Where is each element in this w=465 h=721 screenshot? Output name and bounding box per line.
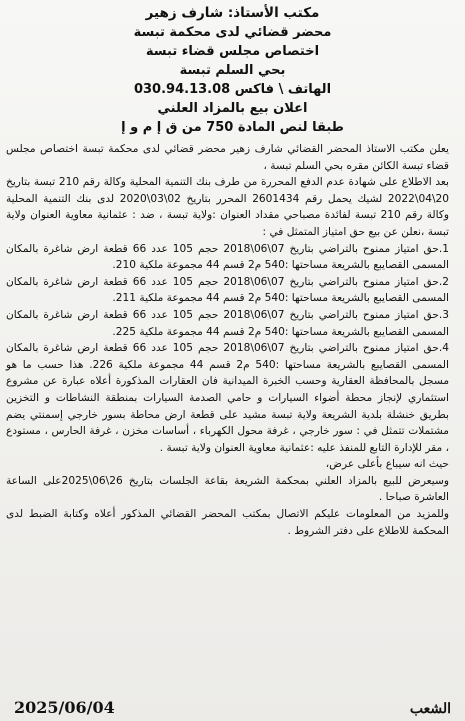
property-item-2: 2.حق امتياز ممنوح بالتراضي بتاريخ 07\06\2018 حجم 105 عدد 66 قطعة ارض شاغرة بالمكان المسمى القصايبع بالشريعة مساحتها :540 م2 قسم 44 مجموعة ملكية 211.	[6, 275, 449, 305]
notice-title: اعلان بيع بالمزاد العلني	[157, 101, 308, 116]
office-jurisdiction: اختصاص مجلس قضاء تبسة	[145, 44, 320, 59]
property-item-4: 4.حق امتياز ممنوح بالتراضي بتاريخ 07\06\2018 حجم 105 عدد 66 قطعة ارض شاغرة بالمكان المسمى القصايبع بالشريعة مساحتها :540 م2 قسم 44 مجموعة ملكية 226. هذا حسب ما هو مسجل بالمحافظة العقارية وحسب الخبرة الميدانية فان العقارات المذكورة أعلاه عبارة عن مشروع استثماري لإنجاز محطة أضواء السيارات و حامي الصدمة السيارات بمنطقة النشاطات و التخزين بطريق خنشلة بلدية الشريعة ولاية تبسة مشيد على قطعة ارض محاطة بسور خارجي إسمنتي يضم مشتملات تتمثل في : سور خارجي ، غرفة محول الكهرباء ، أساسات مخزن ، غرفة الحارس ، مستودع ، مقر للإدارة التابع للمنفذ عليه :عثمانية معاوية العنوان ولاية تبسة .	[6, 342, 449, 454]
sale-note: حيث انه سيباع بأعلى عرض،	[325, 458, 449, 471]
office-phone: الهاتف \ فاكس 030.94.13.08	[133, 82, 332, 97]
auction-schedule: وسيعرض للبيع بالمزاد العلني بمحكمة الشريعة بقاعة الجلسات بتاريخ 26\06\2025على الساعة العاشرة صباحا .	[6, 474, 449, 504]
office-address: بحي السلم تبسة	[179, 63, 286, 78]
preamble-paragraph: بعد الاطلاع على شهادة عدم الدفع المحررة من طرف بنك التنمية المحلية وكالة رقم 210 تبسة بتاريخ 20\04\2022 لشيك يحمل رقم 2601434 المحرر بتاريخ 02\03\2020 لدى بنك التنمية المحلية وكالة رقم 210 تبسة لفائدة مصباحي مقداد العنوان :ولاية تبسة ، ضد : عثمانية معاوية العنوان ولاية تبسة ،نعلن عن بيع حق امتياز المتمثل في :	[6, 176, 449, 238]
notice-body	[6, 141, 459, 539]
closing-paragraph: وللمزيد من المعلومات عليكم الاتصال بمكتب المحضر القضائي المذكور أعلاه وكتابة الضبط لدى المحكمة للاطلاع على دفتر الشروط .	[6, 508, 449, 537]
property-item-3: 3.حق امتياز ممنوح بالتراضي بتاريخ 07\06\2018 حجم 105 عدد 66 قطعة ارض شاغرة بالمكان المسمى القصايبع بالشريعة مساحتها :540 م2 قسم 44 مجموعة ملكية 225.	[6, 308, 449, 338]
property-item-1: 1.حق امتياز ممنوح بالتراضي بتاريخ 07\06\2018 حجم 105 عدد 66 قطعة ارض شاغرة بالمكان المسمى القصايبع بالشريعة مساحتها :540 م2 قسم 44 مجموعة ملكية 210.	[6, 242, 449, 272]
publication-date: 2025/06/04	[14, 698, 115, 717]
notice-footer	[6, 693, 459, 719]
intro-paragraph: يعلن مكتب الاستاذ المحضر القضائي شارف زهير محضر قضائي لدى محكمة تبسة اختصاص مجلس قضاء تبسة الكائن مقره بحي السلم تبسة ،	[6, 143, 449, 172]
office-name: مكتب الأستاذ: شارف زهير	[145, 5, 320, 21]
notice-header	[6, 4, 459, 137]
office-role: محضر قضائي لدى محكمة تبسة	[133, 25, 332, 40]
newspaper-name: الشعب	[409, 701, 451, 717]
legal-basis: طبقا لنص المادة 750 من ق إ م و إ	[121, 120, 344, 135]
